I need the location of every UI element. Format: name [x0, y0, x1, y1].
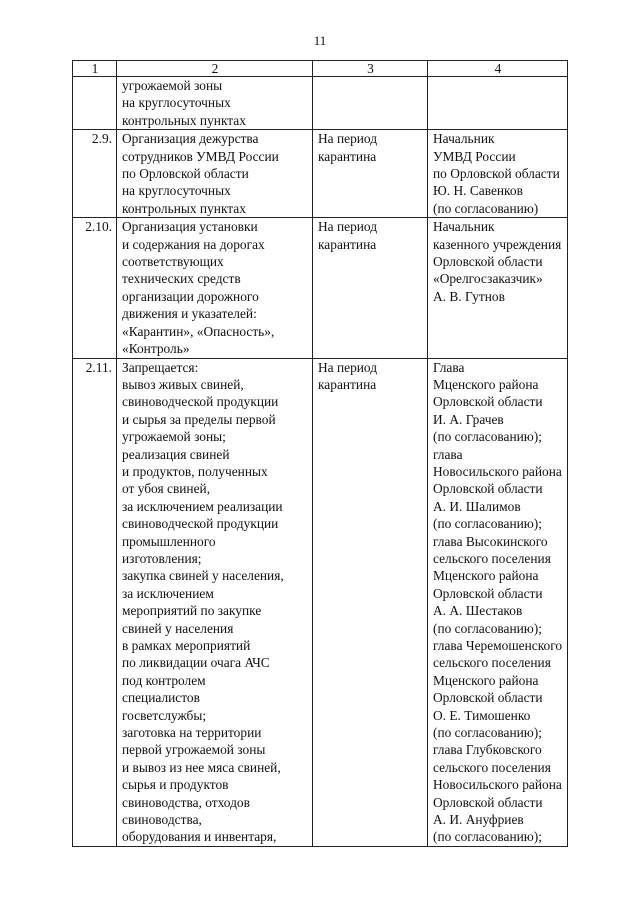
measure-line: контрольных пунктах: [122, 112, 246, 128]
responsible-line: Орловской области: [433, 481, 543, 497]
measure-line: по Орловской области: [122, 166, 249, 182]
responsible-line: И. А. Грачев: [433, 411, 504, 427]
responsible-line: Орловской области: [433, 254, 543, 270]
responsible-line: А. В. Гутнов: [433, 288, 505, 304]
responsible-line: Начальник: [433, 219, 495, 235]
responsible-line: Новосильского района: [433, 777, 562, 793]
header-cell-3: 3: [313, 61, 428, 77]
period-cell: [313, 77, 428, 130]
measure-line: заготовка на территории: [122, 725, 262, 741]
responsible-line: УМВД России: [433, 148, 516, 164]
measure-line: закупка свиней у населения,: [122, 568, 284, 584]
responsible-line: А. И. Ануфриев: [433, 812, 524, 828]
responsible-line: А. И. Шалимов: [433, 498, 521, 514]
responsible-line: глава: [433, 446, 463, 462]
period-cell: [313, 218, 428, 358]
responsible-line: казенного учреждения: [433, 236, 562, 252]
responsible-line: О. Е. Тимошенко: [433, 707, 531, 723]
table-header-row: [73, 61, 568, 77]
measure-line: технических средств: [122, 271, 241, 287]
measure-line: под контролем: [122, 672, 206, 688]
responsible-line: «Орелгосзаказчик»: [433, 271, 543, 287]
measure-line: вывоз живых свиней,: [122, 376, 244, 392]
period-line: На период: [318, 131, 378, 147]
measure-line: «Карантин», «Опасность»,: [122, 323, 275, 339]
measure-line: первой угрожаемой зоны: [122, 742, 266, 758]
measure-line: за исключением: [122, 585, 214, 601]
responsible-line: (по согласованию);: [433, 620, 542, 636]
responsible-line: Ю. Н. Савенков: [433, 183, 523, 199]
responsible-line: глава Черемошенского: [433, 638, 563, 653]
header-cell-4: 4: [428, 61, 568, 77]
responsible-cell: [428, 218, 568, 358]
responsible-line: А. А. Шестаков: [433, 603, 523, 619]
table-row: [73, 130, 568, 218]
measure-line: свиноводческой продукции: [122, 394, 279, 410]
measure-line: свиноводства,: [122, 812, 202, 828]
responsible-line: сельского поселения: [433, 759, 551, 775]
measure-line: угрожаемой зоны: [122, 78, 223, 93]
responsible-line: сельского поселения: [433, 655, 551, 671]
responsible-line: по Орловской области: [433, 166, 560, 182]
measure-cell: [117, 130, 313, 218]
responsible-line: Мценского района: [433, 568, 539, 584]
responsible-line: глава Глубковского: [433, 742, 542, 758]
responsible-line: Глава: [433, 359, 465, 375]
period-line: карантина: [318, 236, 377, 252]
measure-line: и содержания на дорогах: [122, 236, 265, 252]
responsible-line: Орловской области: [433, 394, 543, 410]
measure-cell: [117, 218, 313, 358]
measure-line: свиноводческой продукции: [122, 516, 279, 532]
measure-line: по ликвидации очага АЧС: [122, 655, 270, 671]
measure-line: мероприятий по закупке: [122, 603, 262, 619]
measure-line: сотрудников УМВД России: [122, 148, 279, 164]
table-row: [73, 218, 568, 358]
responsible-line: Мценского района: [433, 672, 539, 688]
period-line: карантина: [318, 148, 377, 164]
measure-line: промышленного: [122, 533, 216, 549]
period-line: На период: [318, 359, 378, 375]
measure-line: изготовления;: [122, 550, 202, 566]
page-number: 11: [313, 33, 327, 48]
table-row: [73, 358, 568, 846]
measure-line: и вывоз из нее мяса свиней,: [122, 759, 281, 775]
measure-line: и продуктов, полученных: [122, 463, 268, 479]
header-cell-2: 2: [117, 61, 313, 77]
responsible-line: (по согласованию);: [433, 829, 542, 845]
period-cell: [313, 358, 428, 846]
measure-line: специалистов: [122, 690, 200, 706]
row-number: 2.9.: [73, 130, 117, 218]
responsible-line: Орловской области: [433, 585, 543, 601]
measure-line: в рамках мероприятий: [122, 638, 251, 653]
measure-line: от убоя свиней,: [122, 481, 211, 497]
measure-line: свиней у населения: [122, 620, 234, 636]
responsible-line: (по согласованию): [433, 200, 539, 216]
row-number: [73, 77, 117, 130]
responsible-cell: [428, 130, 568, 218]
responsible-cell: [428, 358, 568, 846]
responsible-line: (по согласованию);: [433, 725, 542, 741]
measure-line: «Контроль»: [122, 341, 190, 357]
measure-line: движения и указателей:: [122, 306, 257, 322]
measure-line: Организация дежурства: [122, 131, 259, 147]
responsible-line: (по согласованию);: [433, 516, 542, 532]
measure-line: оборудования и инвентаря,: [122, 829, 277, 845]
measure-cell: [117, 77, 313, 130]
measures-table: [72, 60, 568, 847]
row-number: 2.11.: [73, 358, 117, 846]
table-row: [73, 77, 568, 130]
header-cell-1: 1: [73, 61, 117, 77]
responsible-cell: [428, 77, 568, 130]
measure-line: сырья и продуктов: [122, 777, 229, 793]
measure-line: реализация свиней: [122, 446, 230, 462]
measure-line: за исключением реализации: [122, 498, 283, 514]
measure-line: на круглосуточных: [122, 95, 231, 111]
measure-line: организации дорожного: [122, 288, 259, 304]
period-line: карантина: [318, 376, 377, 392]
responsible-line: глава Высокинского: [433, 533, 548, 549]
measure-line: свиноводства, отходов: [122, 794, 250, 810]
measure-line: Запрещается:: [122, 359, 199, 375]
measure-cell: [117, 358, 313, 846]
measure-line: Организация установки: [122, 219, 258, 235]
responsible-line: Новосильского района: [433, 463, 562, 479]
measure-line: на круглосуточных: [122, 183, 231, 199]
measure-line: и сырья за пределы первой: [122, 411, 276, 427]
responsible-line: Начальник: [433, 131, 495, 147]
responsible-line: Орловской области: [433, 690, 543, 706]
measure-line: угрожаемой зоны;: [122, 429, 226, 445]
measure-line: соответствующих: [122, 254, 224, 270]
responsible-line: сельского поселения: [433, 550, 551, 566]
measure-line: госветслужбы;: [122, 707, 207, 723]
period-line: На период: [318, 219, 378, 235]
responsible-line: (по согласованию);: [433, 429, 542, 445]
responsible-line: Мценского района: [433, 376, 539, 392]
period-cell: [313, 130, 428, 218]
row-number: 2.10.: [73, 218, 117, 358]
measure-line: контрольных пунктах: [122, 200, 246, 216]
responsible-line: Орловской области: [433, 794, 543, 810]
